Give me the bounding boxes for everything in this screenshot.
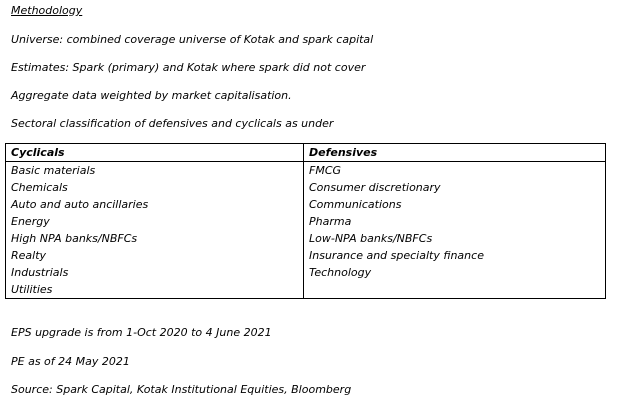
table-row (6, 281, 606, 299)
cyclical-cell: Chemicals (6, 179, 304, 196)
table-row (6, 264, 606, 281)
section-heading: Methodology (11, 4, 83, 17)
defensive-cell: Communications (304, 196, 606, 213)
pe-date-note: PE as of 24 May 2021 (11, 355, 130, 368)
cyclical-cell: Utilities (6, 281, 304, 299)
table-row (6, 162, 606, 180)
table-row (6, 196, 606, 213)
cyclical-cell: Energy (6, 213, 304, 230)
defensive-cell: Insurance and specialty finance (304, 247, 606, 264)
table-row (6, 213, 606, 230)
table-row (6, 179, 606, 196)
header-defensives: Defensives (304, 144, 606, 162)
defensive-cell: Pharma (304, 213, 606, 230)
cyclical-cell: High NPA banks/NBFCs (6, 230, 304, 247)
defensive-cell (304, 281, 606, 299)
defensive-cell: Low-NPA banks/NBFCs (304, 230, 606, 247)
classification-text: Sectoral classification of defensives and cyclicals as under (11, 117, 334, 130)
cyclical-cell: Auto and auto ancillaries (6, 196, 304, 213)
aggregation-text: Aggregate data weighted by market capitalisation. (11, 89, 292, 102)
table-row (6, 247, 606, 264)
defensive-cell: Technology (304, 264, 606, 281)
table-row (6, 230, 606, 247)
estimates-text: Estimates: Spark (primary) and Kotak where spark did not cover (11, 61, 366, 74)
defensive-cell: FMCG (304, 162, 606, 180)
table-header-row (6, 144, 606, 162)
universe-text: Universe: combined coverage universe of Kotak and spark capital (11, 33, 374, 46)
cyclical-cell: Industrials (6, 264, 304, 281)
eps-upgrade-note: EPS upgrade is from 1-Oct 2020 to 4 June 2021 (11, 326, 272, 339)
cyclical-cell: Realty (6, 247, 304, 264)
defensive-cell: Consumer discretionary (304, 179, 606, 196)
sector-classification-table (5, 143, 606, 299)
header-cyclicals: Cyclicals (6, 144, 304, 162)
source-note: Source: Spark Capital, Kotak Institutional Equities, Bloomberg (11, 383, 352, 396)
cyclical-cell: Basic materials (6, 162, 304, 180)
